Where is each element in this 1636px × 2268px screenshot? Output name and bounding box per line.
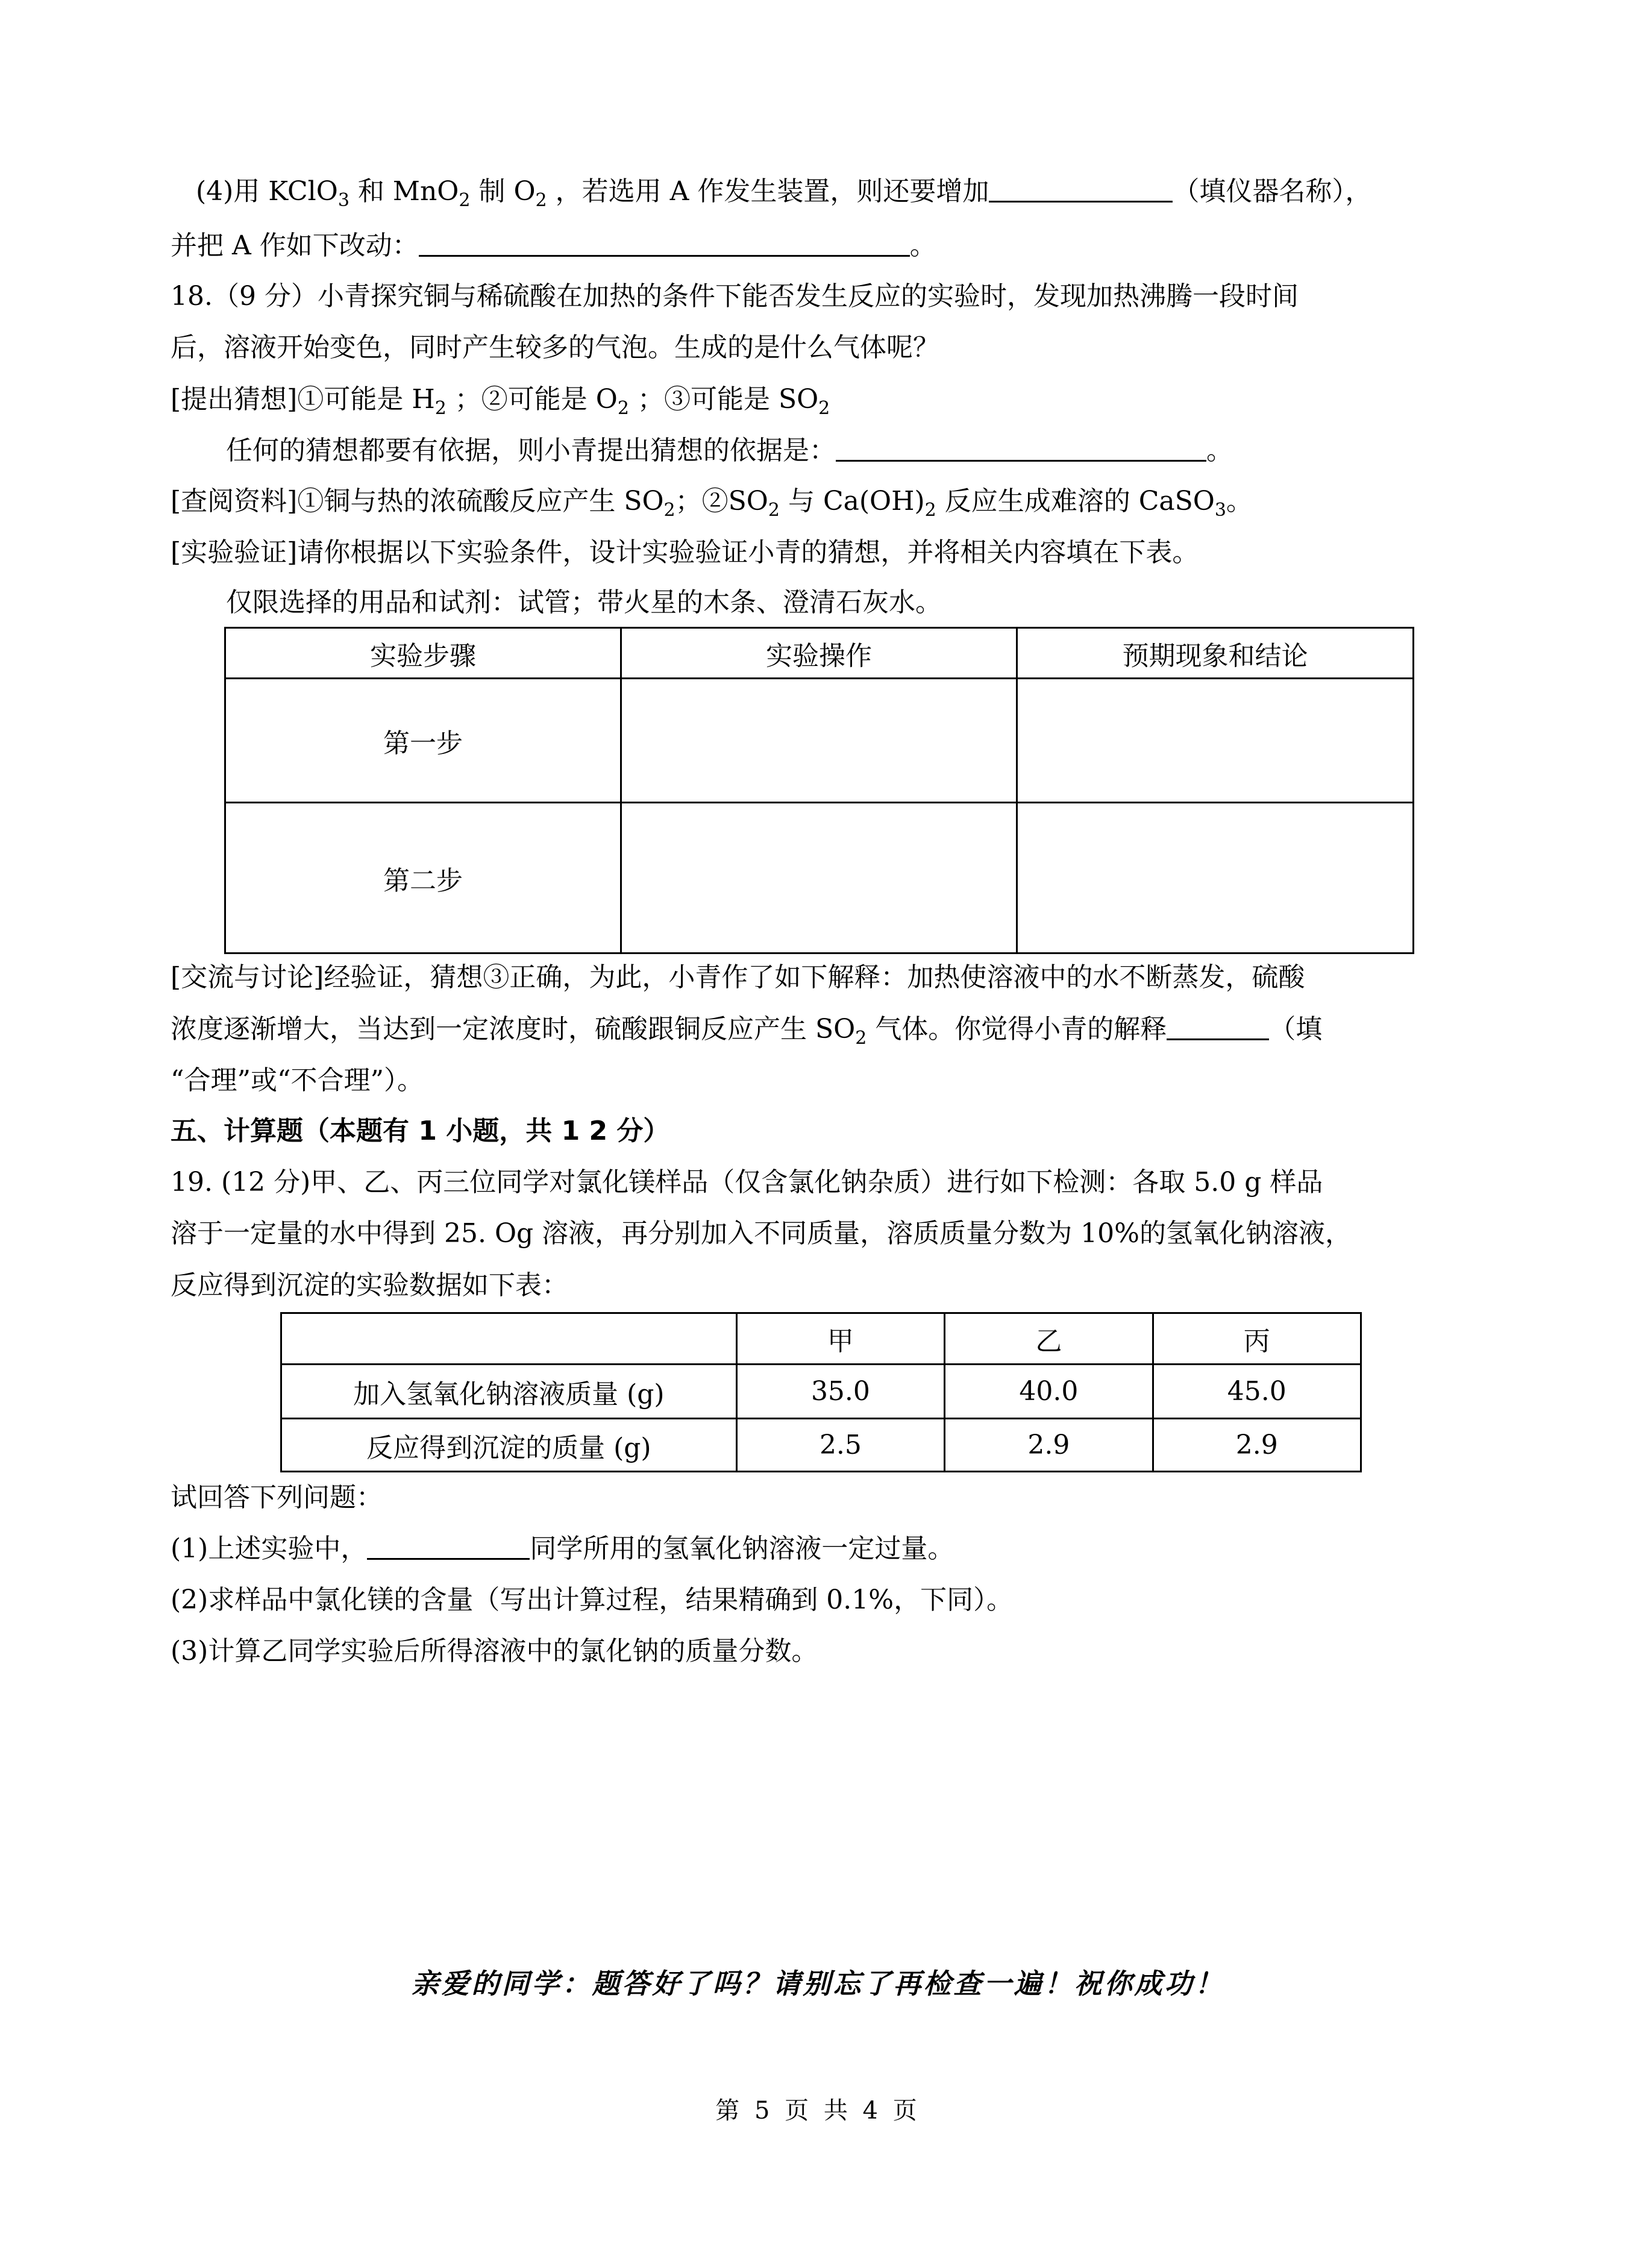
q18-discuss-line2: 浓度逐渐增大，当达到一定浓度时，硫酸跟铜反应产生 $SO_2$ 气体。你觉得小青的解释 （填 — [171, 1014, 1323, 1049]
q19-data-table — [280, 1312, 1362, 1472]
text: (1)上述实验中， — [171, 1533, 368, 1564]
text: 任何的猜想都要有依据，则小青提出猜想的依据是： — [226, 435, 836, 466]
q19-sub2: (2)求样品中氯化镁的含量（写出计算过程，结果精确到 0.1%，下同）。 — [171, 1585, 1014, 1615]
text: 。 — [1226, 486, 1253, 517]
q19-intro-line2: 溶于一定量的水中得到 25. Og 溶液，再分别加入不同质量，溶质质量分数为 10%的氢氧化钠溶液， — [171, 1218, 1352, 1249]
answer-cell[interactable] — [621, 679, 1017, 803]
table-cell: 第一步 — [225, 679, 621, 803]
table-cell: 2.9 — [945, 1419, 1153, 1472]
table-cell: 第二步 — [225, 803, 621, 953]
text: 和 MnO — [357, 176, 459, 207]
text: （填 — [1269, 1014, 1323, 1044]
answer-blank[interactable] — [419, 230, 910, 257]
q19-intro-line1: 19. (12 分)甲、乙、丙三位同学对氯化镁样品（仅含氯化钠杂质）进行如下检测：各取 5.0 g 样品 — [171, 1167, 1323, 1198]
text: [提出猜想]①可能是 H — [171, 384, 435, 415]
text: ；②SO — [675, 486, 768, 517]
answer-cell[interactable] — [621, 803, 1017, 953]
q18-guess: [提出猜想]①可能是 $H_2$ ；②可能是 $O_2$ ；③可能是 $SO_2$ — [171, 384, 830, 419]
table-header-row — [225, 628, 1414, 679]
table-header: 乙 — [945, 1313, 1153, 1365]
table-cell: 35.0 — [736, 1365, 944, 1419]
answer-blank[interactable] — [989, 175, 1173, 203]
table-header-row — [281, 1313, 1361, 1365]
text: 并把 A 作如下改动： — [171, 230, 419, 261]
text: [查阅资料]①铜与热的浓硫酸反应产生 SO — [171, 486, 664, 517]
table-cell: 45.0 — [1153, 1365, 1361, 1419]
table-row — [225, 803, 1414, 953]
text: 。 — [1206, 435, 1233, 466]
text: 反应生成难溶的 CaSO — [944, 486, 1215, 517]
table-cell: 2.5 — [736, 1419, 944, 1472]
q18-verify: [实验验证]请你根据以下实验条件，设计实验验证小青的猜想，并将相关内容填在下表。 — [171, 537, 1199, 568]
table-header: 实验操作 — [621, 628, 1017, 679]
table-cell: 加入氢氧化钠溶液质量 (g) — [281, 1365, 737, 1419]
table-cell: 40.0 — [945, 1365, 1153, 1419]
answer-blank[interactable] — [836, 435, 1206, 462]
q18-discuss-line3: “合理”或“不合理”）。 — [171, 1065, 424, 1096]
q18-basis — [226, 433, 1233, 469]
answer-cell[interactable] — [1017, 679, 1414, 803]
table-header: 实验步骤 — [225, 628, 621, 679]
text: (4)用 KClO — [196, 176, 338, 207]
table-row — [281, 1419, 1361, 1472]
text: ；②可能是 O — [454, 384, 618, 415]
page-number: 第 5 页 共 4 页 — [715, 2097, 921, 2125]
q18-experiment-table — [224, 627, 1414, 954]
text: 气体。你觉得小青的解释 — [875, 1014, 1167, 1044]
text: ；③可能是 SO — [637, 384, 819, 415]
q18-reference: [查阅资料]①铜与热的浓硫酸反应产生 $SO_2$；$②SO_2$ 与 $Ca(OH)_2$ 反应生成难溶的 CaSO$_3$。 — [171, 486, 1253, 521]
table-cell: 反应得到沉淀的质量 (g) — [281, 1419, 737, 1472]
table-header: 丙 — [1153, 1313, 1361, 1365]
q18-materials: 仅限选择的用品和试剂：试管；带火星的木条、澄清石灰水。 — [226, 587, 942, 618]
q19-sub3: (3)计算乙同学实验后所得溶液中的氯化钠的质量分数。 — [171, 1636, 818, 1666]
text: 。 — [909, 230, 936, 261]
encouragement-note: 亲爱的同学：题答好了吗？请别忘了再检查一遍！祝你成功！ — [411, 1967, 1225, 2000]
q17-part4-line1: (4)用 KClO$_3$ 和 MnO$_2$ 制 $O_2$ ，若选用 A 作发生装置，则还要增加 （填仪器名称）， — [196, 176, 1372, 211]
text: ，若选用 A 作发生装置，则还要增加 — [555, 176, 989, 207]
q19-intro-line3: 反应得到沉淀的实验数据如下表： — [171, 1270, 568, 1301]
text: （填仪器名称）， — [1173, 176, 1372, 207]
q19-sub1 — [171, 1531, 954, 1567]
table-cell: 2.9 — [1153, 1419, 1361, 1472]
q18-intro-line2: 后，溶液开始变色，同时产生较多的气泡。生成的是什么气体呢？ — [171, 332, 939, 363]
answer-blank[interactable] — [1167, 1013, 1269, 1040]
text: 浓度逐渐增大，当达到一定浓度时，硫酸跟铜反应产生 SO — [171, 1014, 856, 1044]
q18-discuss-line1: [交流与讨论]经验证，猜想③正确，为此，小青作了如下解释：加热使溶液中的水不断蒸发，硫酸 — [171, 962, 1305, 993]
answer-cell[interactable] — [1017, 803, 1414, 953]
text: 制 O — [478, 176, 536, 207]
table-header: 甲 — [736, 1313, 944, 1365]
section-title: 五、计算题（本题有 1 小题，共 1 2 分） — [171, 1116, 670, 1146]
q17-part4-line2 — [171, 228, 936, 264]
table-header: 预期现象和结论 — [1017, 628, 1414, 679]
table-row — [281, 1365, 1361, 1419]
answer-blank[interactable] — [367, 1533, 530, 1560]
text: 同学所用的氢氧化钠溶液一定过量。 — [530, 1533, 954, 1564]
table-header — [281, 1313, 737, 1365]
q18-intro-line1: 18.（9 分）小青探究铜与稀硫酸在加热的条件下能否发生反应的实验时，发现加热沸腾一段时间 — [171, 281, 1299, 312]
q19-ask: 试回答下列问题： — [171, 1482, 383, 1513]
table-row — [225, 679, 1414, 803]
text: 与 Ca(OH) — [788, 486, 925, 517]
